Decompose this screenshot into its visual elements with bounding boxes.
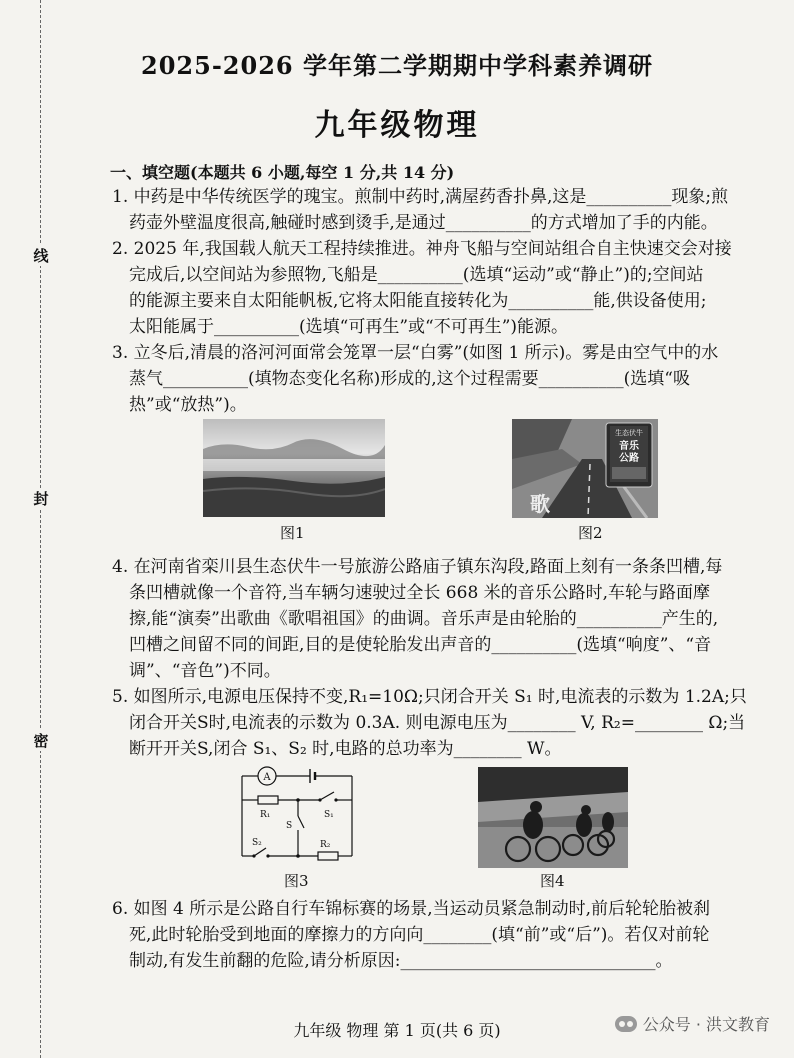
question-6 xyxy=(112,896,762,974)
sign-text: 公路 xyxy=(619,453,639,464)
section-title: 一、填空题(本题共 6 小题,每空 1 分,共 14 分) xyxy=(110,163,455,182)
question-line: 调”、“音色”)不同。 xyxy=(129,661,281,681)
figure-4-photo xyxy=(478,767,628,868)
figure-2-caption: 图2 xyxy=(578,524,603,542)
question-2 xyxy=(112,236,762,340)
question-line: 蒸气__________(填物态变化名称)形成的,这个过程需要__________(选填“吸 xyxy=(129,369,690,389)
question-line: 条凹槽就像一个音符,当车辆匀速驶过全长 668 米的音乐公路时,车轮与路面摩 xyxy=(129,583,711,603)
question-line: 制动,有发生前翻的危险,请分析原因:______________________________。 xyxy=(129,951,673,971)
figure-2-photo xyxy=(512,419,658,518)
question-4 xyxy=(112,554,762,684)
sign-text: 生态伏牛 xyxy=(615,429,643,437)
r1-label: R₁ xyxy=(260,810,271,820)
question-line: 闭合开关S时,电流表的示数为 0.3A. 则电源电压为________ V, R₂=________ Ω;当 xyxy=(129,713,746,733)
question-line: 的能源主要来自太阳能帆板,它将太阳能直接转化为__________能,供设备使用; xyxy=(129,291,707,311)
binding-label-seal: 封 xyxy=(33,490,49,508)
watermark xyxy=(615,1012,770,1035)
question-line: 6. 如图 4 所示是公路自行车锦标赛的场景,当运动员紧急制动时,前后轮轮胎被刹 xyxy=(112,899,711,919)
question-line: 太阳能属于__________(选填“可再生”或“不可再生”)能源。 xyxy=(129,317,569,337)
s1-label: S₁ xyxy=(324,810,334,820)
question-line: 死,此时轮胎受到地面的摩擦力的方向向________(填“前”或“后”)。若仅对前轮 xyxy=(129,925,710,945)
s-label: S xyxy=(286,821,293,831)
switch-s2 xyxy=(254,848,266,856)
question-line: 擦,能“演奏”出歌曲《歌唱祖国》的曲调。音乐声是由轮胎的__________产生的, xyxy=(129,609,719,629)
question-line: 1. 中药是中华传统医学的瑰宝。煎制中药时,满屋药香扑鼻,这是__________现象;煎 xyxy=(112,187,729,207)
question-line: 断开开关S,闭合 S₁、S₂ 时,电路的总功率为________ W。 xyxy=(129,739,562,759)
question-line: 4. 在河南省栾川县生态伏牛一号旅游公路庙子镇东沟段,路面上刻有一条条凹槽,每 xyxy=(112,557,723,577)
resistor-r2 xyxy=(318,852,338,860)
exam-title: 2025-2026 学年第二学期期中学科素养调研 xyxy=(141,51,653,80)
wechat-icon xyxy=(615,1016,637,1032)
subject-title: 九年级物理 xyxy=(314,108,480,143)
page-footer: 九年级 物理 第 1 页(共 6 页) xyxy=(293,1021,501,1040)
figure-1-caption: 图1 xyxy=(280,524,305,542)
switch-s xyxy=(298,816,304,828)
road-text: 歌 xyxy=(530,492,550,516)
question-line: 5. 如图所示,电源电压保持不变,R₁=10Ω;只闭合开关 S₁ 时,电流表的示数为 1.2A;只 xyxy=(112,687,747,707)
question-1 xyxy=(112,184,762,236)
ammeter-label: A xyxy=(263,772,271,783)
question-line: 3. 立冬后,清晨的洛河河面常会笼罩一层“白雾”(如图 1 所示)。雾是由空气中的水 xyxy=(112,343,719,363)
figure-4-caption: 图4 xyxy=(540,872,565,890)
binding-line xyxy=(40,0,42,1058)
r2-label: R₂ xyxy=(320,840,331,850)
question-3 xyxy=(112,340,762,418)
s2-label: S₂ xyxy=(252,838,262,848)
question-line: 药壶外壁温度很高,触碰时感到烫手,是通过__________的方式增加了手的内能。 xyxy=(129,213,718,233)
question-5 xyxy=(112,684,762,762)
figure-3-caption: 图3 xyxy=(284,872,309,890)
binding-label-secret: 密 xyxy=(33,732,49,750)
question-line: 凹槽之间留不同的间距,目的是使轮胎发出声音的__________(选填“响度”、“音 xyxy=(129,635,712,655)
resistor-r1 xyxy=(258,796,278,804)
figure-1-photo xyxy=(203,419,385,517)
sign-text: 音乐 xyxy=(619,441,639,452)
binding-label-line: 线 xyxy=(33,247,49,265)
watermark-text: 公众号 · 洪文教育 xyxy=(642,1015,770,1034)
question-line: 热”或“放热”)。 xyxy=(129,395,247,415)
switch-s1 xyxy=(320,792,334,800)
figure-3-circuit xyxy=(236,764,360,868)
question-line: 完成后,以空间站为参照物,飞船是__________(选填“运动”或“静止”)的;空间站 xyxy=(129,265,704,285)
question-line: 2. 2025 年,我国载人航天工程持续推进。神舟飞船与空间站组合自主快速交会对接 xyxy=(112,239,732,259)
